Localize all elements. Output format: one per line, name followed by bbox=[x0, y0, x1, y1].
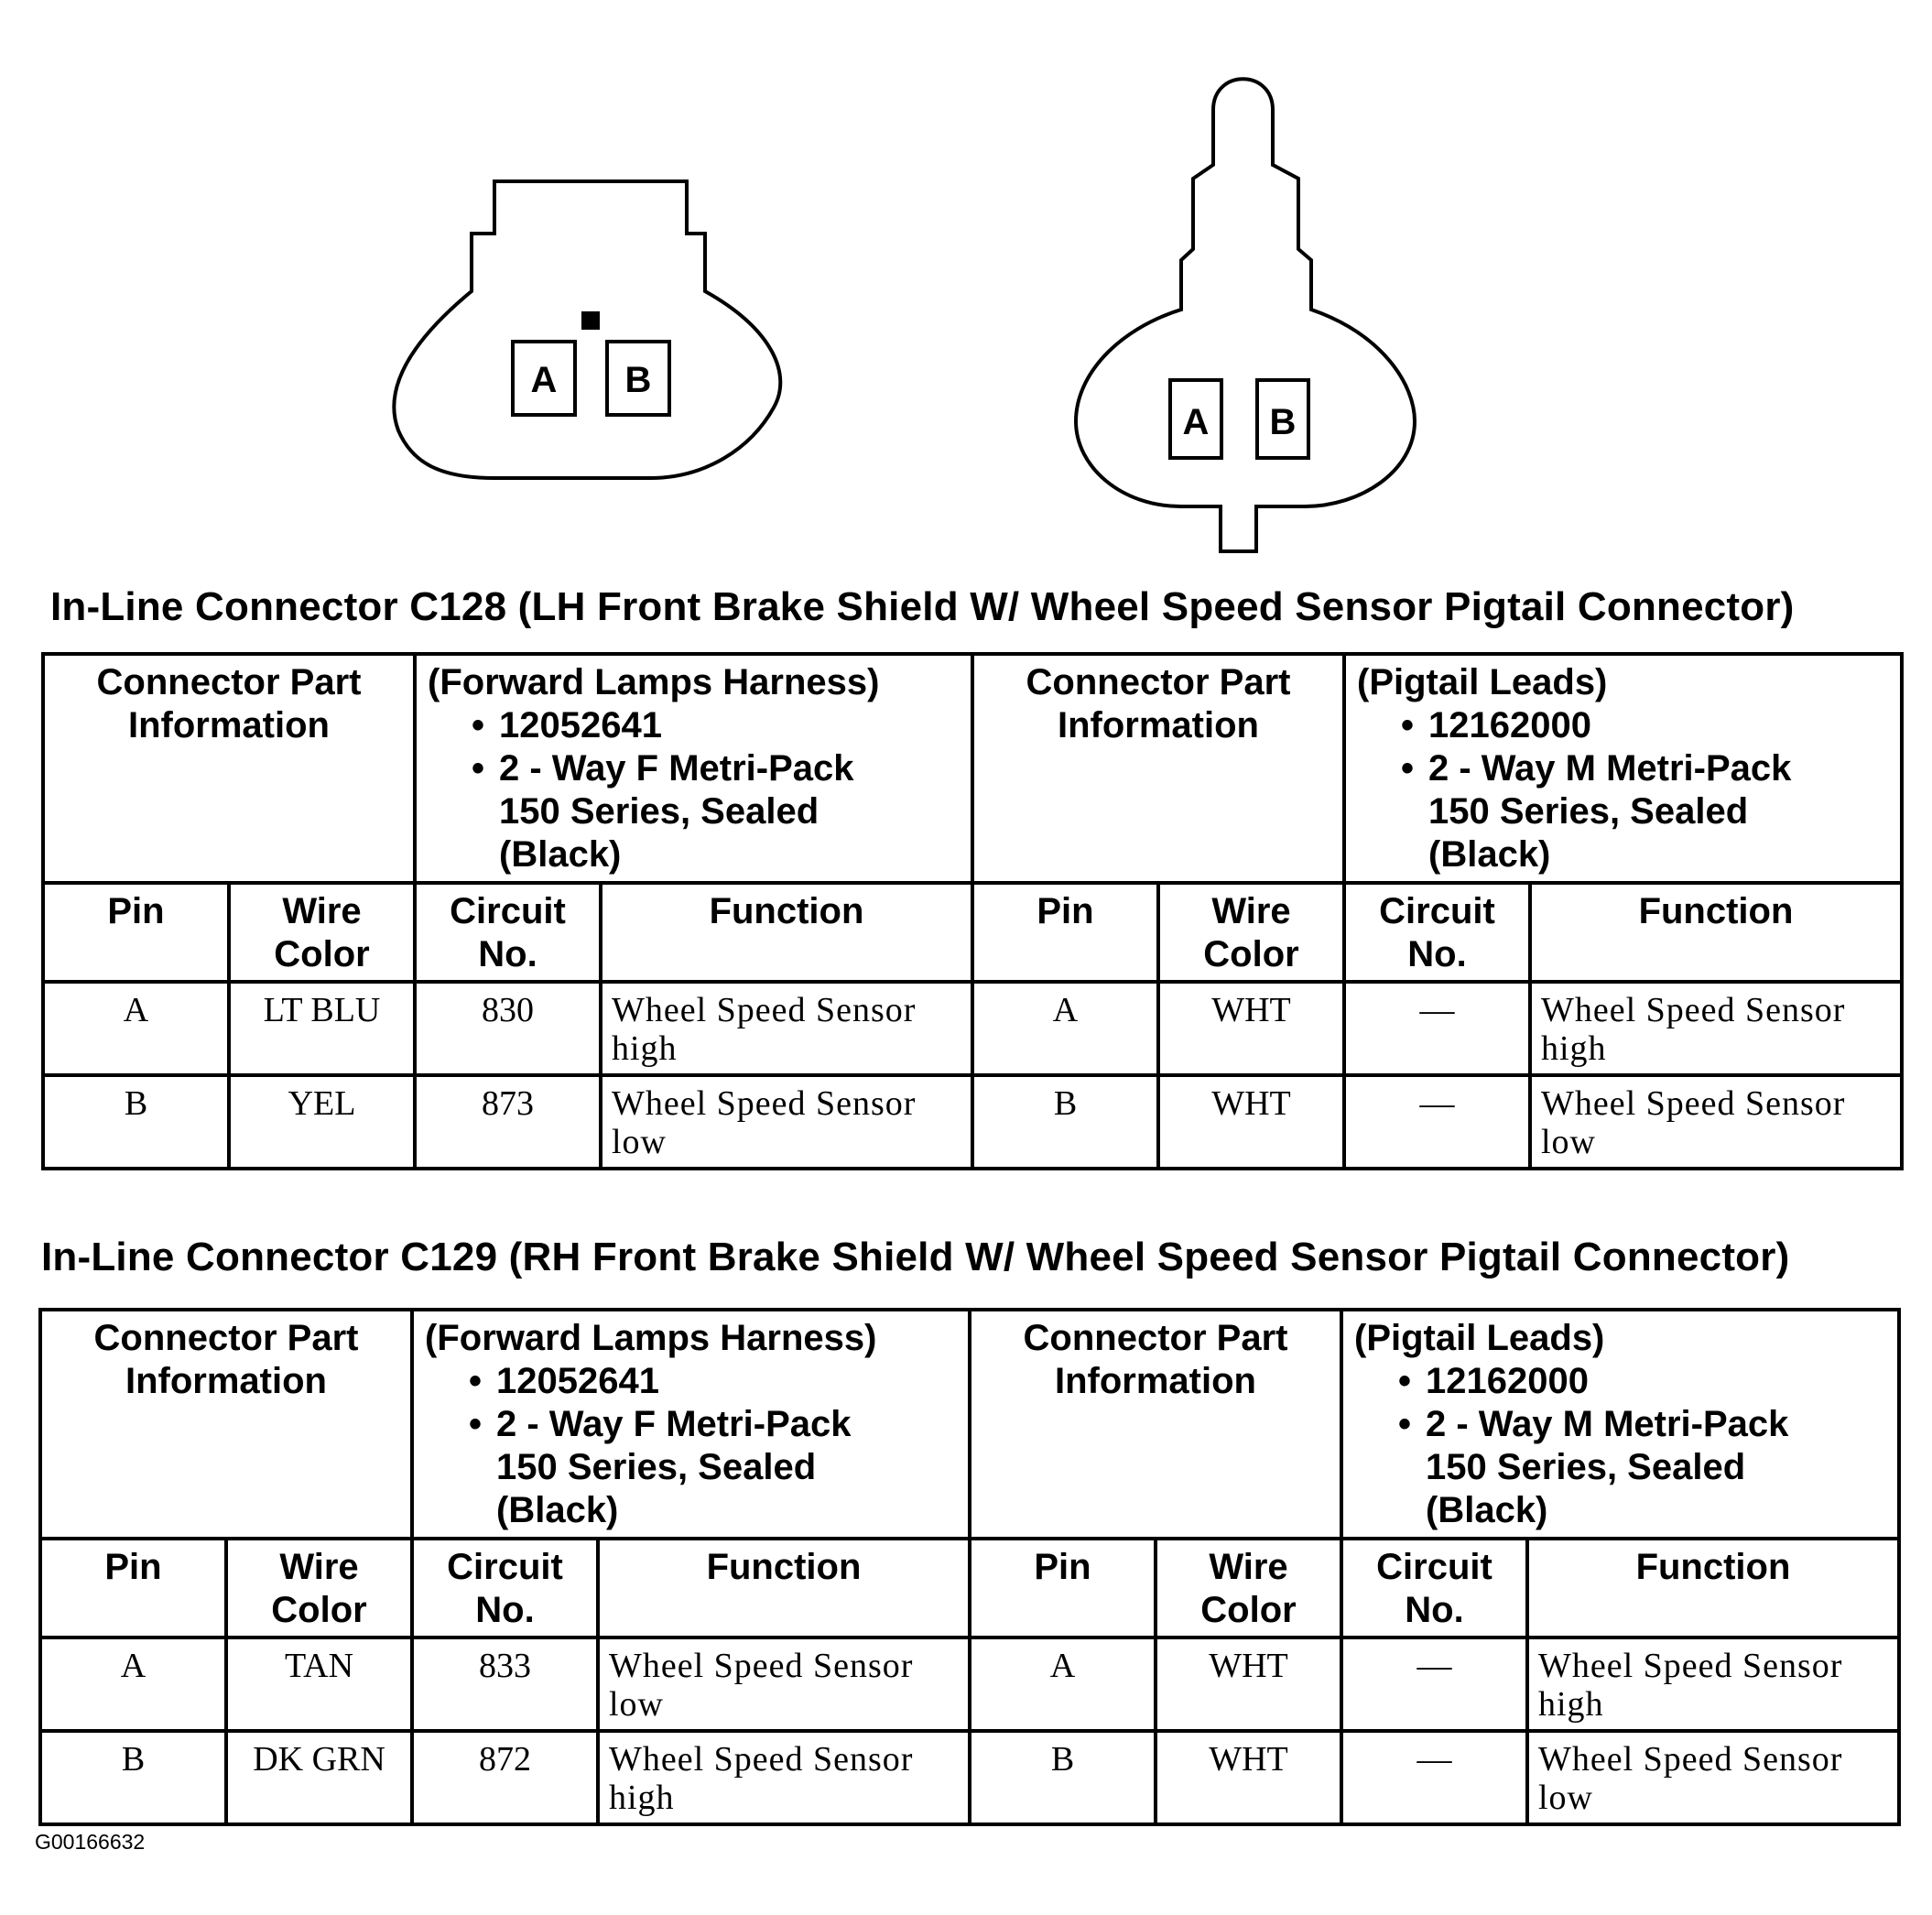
function-line: Wheel Speed Sensor bbox=[1538, 1647, 1843, 1685]
harness-source: (Pigtail Leads) bbox=[1354, 1318, 1605, 1358]
function-line: high bbox=[612, 1029, 678, 1068]
male-pin-a-label: A bbox=[1182, 402, 1210, 442]
table-row bbox=[40, 1731, 1899, 1824]
male-pin-b-label: B bbox=[1269, 402, 1297, 442]
connector-face-drawings bbox=[0, 0, 1932, 568]
wire-color-cell: WHT bbox=[1156, 1638, 1341, 1731]
table-row bbox=[43, 982, 1902, 1075]
left-info-label-cell bbox=[43, 654, 415, 883]
info-label-line: Information bbox=[1055, 1361, 1256, 1401]
function-line: low bbox=[1541, 1123, 1596, 1161]
circuit-cell: 833 bbox=[412, 1638, 598, 1731]
function-line: Wheel Speed Sensor bbox=[1538, 1740, 1843, 1779]
wire-color-cell: WHT bbox=[1156, 1731, 1341, 1824]
part-number: 12162000 bbox=[1426, 1361, 1589, 1401]
description-line: 150 Series, Sealed bbox=[1426, 1447, 1746, 1487]
female-pin-a-label: A bbox=[530, 360, 558, 400]
header-line: No. bbox=[475, 1590, 535, 1630]
column-header-row bbox=[43, 883, 1902, 982]
left-info-label-cell bbox=[40, 1310, 412, 1539]
part-number: 12052641 bbox=[499, 705, 662, 745]
part-info-row bbox=[43, 654, 1902, 883]
connector-c128-title: In-Line Connector C128 (LH Front Brake Shield W/ Wheel Speed Sensor Pigtail Connector) bbox=[50, 584, 1795, 629]
part-number-bullet bbox=[425, 1360, 968, 1403]
header-line: Wire bbox=[279, 1547, 359, 1587]
female-latch-mark bbox=[581, 311, 600, 330]
description-bullet bbox=[428, 747, 971, 790]
pin-cell: A bbox=[40, 1638, 226, 1731]
connector-c129-table bbox=[38, 1308, 1901, 1826]
circuit-cell: 830 bbox=[415, 982, 601, 1075]
info-label-line: Connector Part bbox=[1026, 662, 1291, 702]
harness-source: (Forward Lamps Harness) bbox=[428, 662, 880, 702]
description-line: (Black) bbox=[499, 834, 622, 875]
part-number: 12052641 bbox=[496, 1361, 659, 1401]
wire-color-cell: WHT bbox=[1158, 1075, 1344, 1169]
function-line: low bbox=[1538, 1779, 1593, 1817]
circuit-cell: — bbox=[1341, 1731, 1527, 1824]
description-line: 150 Series, Sealed bbox=[499, 791, 819, 832]
part-info-row bbox=[40, 1310, 1899, 1539]
wire-color-header bbox=[1158, 883, 1344, 982]
pin-header: Pin bbox=[970, 1539, 1156, 1638]
info-label-line: Connector Part bbox=[96, 662, 362, 702]
function-cell bbox=[598, 1731, 970, 1824]
description-line: 150 Series, Sealed bbox=[1428, 791, 1749, 832]
header-line: Color bbox=[1200, 1590, 1297, 1630]
info-label-line: Information bbox=[128, 705, 330, 745]
function-line: low bbox=[609, 1685, 664, 1724]
description-line: (Black) bbox=[1428, 834, 1551, 875]
left-part-info bbox=[412, 1310, 970, 1539]
function-cell bbox=[598, 1638, 970, 1731]
part-number: 12162000 bbox=[1428, 705, 1591, 745]
harness-source: (Forward Lamps Harness) bbox=[425, 1318, 877, 1358]
pin-cell: B bbox=[970, 1731, 1156, 1824]
wire-color-header bbox=[1156, 1539, 1341, 1638]
figure-code: G00166632 bbox=[35, 1830, 146, 1854]
connector-diagrams bbox=[0, 0, 1932, 568]
header-line: No. bbox=[1407, 934, 1467, 974]
function-line: Wheel Speed Sensor bbox=[1541, 991, 1846, 1029]
function-line: low bbox=[612, 1123, 667, 1161]
info-label-line: Connector Part bbox=[1023, 1318, 1288, 1358]
wire-color-cell: LT BLU bbox=[229, 982, 415, 1075]
function-line: high bbox=[609, 1779, 675, 1817]
function-line: Wheel Speed Sensor bbox=[609, 1647, 914, 1685]
column-header-row bbox=[40, 1539, 1899, 1638]
header-line: Circuit bbox=[450, 891, 566, 931]
right-part-info bbox=[1344, 654, 1902, 883]
header-line: Wire bbox=[1209, 1547, 1288, 1587]
wire-color-cell: WHT bbox=[1158, 982, 1344, 1075]
pin-cell: B bbox=[972, 1075, 1158, 1169]
header-line: Color bbox=[274, 934, 370, 974]
circuit-cell: — bbox=[1341, 1638, 1527, 1731]
description-line: 2 - Way F Metri-Pack bbox=[496, 1404, 852, 1444]
function-line: Wheel Speed Sensor bbox=[609, 1740, 914, 1779]
header-line: Wire bbox=[1211, 891, 1291, 931]
circuit-cell: 872 bbox=[412, 1731, 598, 1824]
circuit-cell: — bbox=[1344, 982, 1530, 1075]
function-header: Function bbox=[1530, 883, 1902, 982]
function-cell bbox=[1530, 982, 1902, 1075]
description-line: 2 - Way M Metri-Pack bbox=[1426, 1404, 1789, 1444]
pin-header: Pin bbox=[972, 883, 1158, 982]
header-line: Color bbox=[271, 1590, 367, 1630]
right-info-label-cell bbox=[970, 1310, 1341, 1539]
circuit-header bbox=[1344, 883, 1530, 982]
header-line: No. bbox=[478, 934, 537, 974]
pin-cell: A bbox=[972, 982, 1158, 1075]
table-row bbox=[43, 1075, 1902, 1169]
header-line: No. bbox=[1405, 1590, 1464, 1630]
function-line: Wheel Speed Sensor bbox=[612, 1084, 917, 1123]
function-cell bbox=[601, 982, 972, 1075]
function-header: Function bbox=[601, 883, 972, 982]
right-part-info bbox=[1341, 1310, 1899, 1539]
circuit-header bbox=[415, 883, 601, 982]
description-bullet bbox=[1357, 747, 1900, 790]
wire-color-cell: TAN bbox=[226, 1638, 412, 1731]
circuit-cell: 873 bbox=[415, 1075, 601, 1169]
pin-header: Pin bbox=[40, 1539, 226, 1638]
pin-header: Pin bbox=[43, 883, 229, 982]
function-line: Wheel Speed Sensor bbox=[1541, 1084, 1846, 1123]
part-number-bullet bbox=[1354, 1360, 1897, 1403]
bullet-icon: • bbox=[469, 1404, 483, 1444]
bullet-icon: • bbox=[472, 705, 485, 745]
function-cell bbox=[1527, 1638, 1899, 1731]
wire-color-header bbox=[226, 1539, 412, 1638]
header-line: Circuit bbox=[447, 1547, 563, 1587]
pin-cell: A bbox=[43, 982, 229, 1075]
connector-c129-title: In-Line Connector C129 (RH Front Brake Shield W/ Wheel Speed Sensor Pigtail Connector) bbox=[41, 1235, 1790, 1279]
bullet-icon: • bbox=[469, 1361, 483, 1401]
left-part-info bbox=[415, 654, 972, 883]
description-line: (Black) bbox=[1426, 1490, 1548, 1530]
bullet-icon: • bbox=[1398, 1361, 1412, 1401]
description-line: 150 Series, Sealed bbox=[496, 1447, 817, 1487]
pin-cell: B bbox=[43, 1075, 229, 1169]
part-number-bullet bbox=[428, 704, 971, 747]
description-bullet bbox=[425, 1403, 968, 1446]
bullet-icon: • bbox=[472, 748, 485, 789]
connector-c128-table bbox=[41, 652, 1904, 1170]
info-label-line: Connector Part bbox=[93, 1318, 359, 1358]
description-line: 2 - Way F Metri-Pack bbox=[499, 748, 854, 789]
function-line: high bbox=[1541, 1029, 1607, 1068]
info-label-line: Information bbox=[1058, 705, 1259, 745]
wire-color-cell: YEL bbox=[229, 1075, 415, 1169]
pin-cell: B bbox=[40, 1731, 226, 1824]
description-bullet bbox=[1354, 1403, 1897, 1446]
function-cell bbox=[1530, 1075, 1902, 1169]
header-line: Wire bbox=[282, 891, 362, 931]
header-line: Circuit bbox=[1379, 891, 1495, 931]
bullet-icon: • bbox=[1398, 1404, 1412, 1444]
pin-cell: A bbox=[970, 1638, 1156, 1731]
header-line: Circuit bbox=[1376, 1547, 1492, 1587]
female-connector-face bbox=[394, 181, 780, 478]
wire-color-cell: DK GRN bbox=[226, 1731, 412, 1824]
function-line: Wheel Speed Sensor bbox=[612, 991, 917, 1029]
bullet-icon: • bbox=[1401, 748, 1415, 789]
right-info-label-cell bbox=[972, 654, 1344, 883]
table-row bbox=[40, 1638, 1899, 1731]
female-pin-b-label: B bbox=[624, 360, 652, 400]
function-cell bbox=[1527, 1731, 1899, 1824]
part-number-bullet bbox=[1357, 704, 1900, 747]
harness-source: (Pigtail Leads) bbox=[1357, 662, 1608, 702]
circuit-cell: — bbox=[1344, 1075, 1530, 1169]
header-line: Color bbox=[1203, 934, 1299, 974]
function-header: Function bbox=[598, 1539, 970, 1638]
function-header: Function bbox=[1527, 1539, 1899, 1638]
function-line: high bbox=[1538, 1685, 1604, 1724]
circuit-header bbox=[1341, 1539, 1527, 1638]
function-cell bbox=[601, 1075, 972, 1169]
description-line: 2 - Way M Metri-Pack bbox=[1428, 748, 1792, 789]
info-label-line: Information bbox=[125, 1361, 327, 1401]
description-line: (Black) bbox=[496, 1490, 619, 1530]
bullet-icon: • bbox=[1401, 705, 1415, 745]
male-connector-face bbox=[1076, 79, 1415, 551]
wire-color-header bbox=[229, 883, 415, 982]
circuit-header bbox=[412, 1539, 598, 1638]
